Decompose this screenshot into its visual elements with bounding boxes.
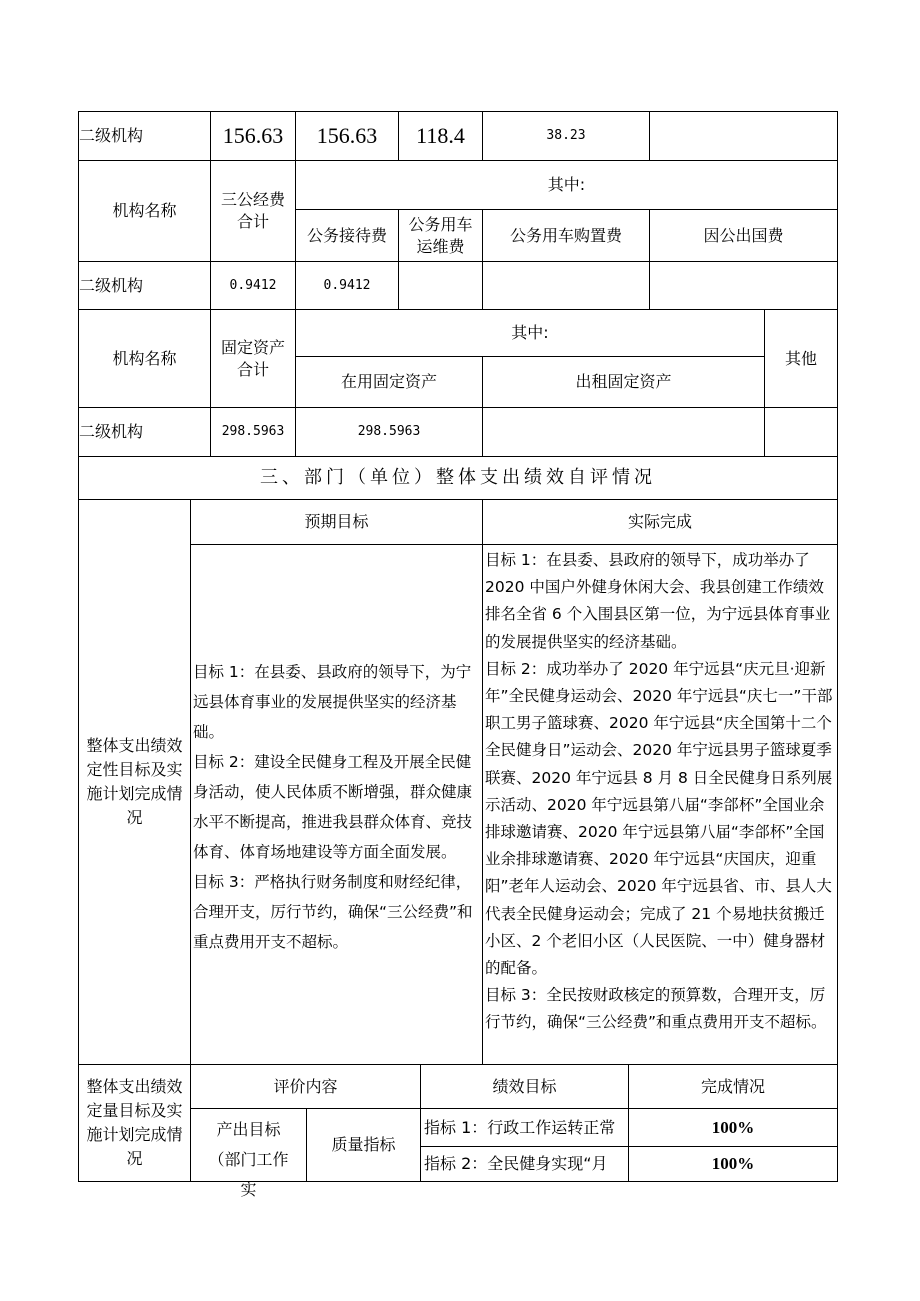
table1-cell: 156.63 (222, 123, 284, 148)
table2-cell: 0.9412 (229, 277, 277, 293)
done-header: 完成情况 (700, 1076, 765, 1096)
table2-subcol: 公务接待费 (306, 225, 387, 245)
eval-header: 评价内容 (273, 1076, 338, 1096)
table2-cell: 0.9412 (323, 277, 371, 293)
table3-cell: 298.5963 (221, 424, 285, 439)
table3-cell (483, 408, 764, 456)
table2-qizhong: 其中: (547, 175, 586, 194)
indicator-name: 指标 1：行政工作运转正常 (424, 1117, 616, 1137)
table3-subcol: 出租固定资产 (575, 372, 672, 391)
actual-header: 实际完成 (627, 512, 692, 531)
output-target-label: 产出目标（部门工作实 (208, 1120, 289, 1199)
table2-cell (650, 262, 837, 309)
indicator-name: 指标 2：全民健身实现“月 (424, 1154, 608, 1173)
table2-subcol: 公务用车购置费 (509, 225, 622, 245)
table2-cell (483, 262, 649, 309)
table3-col-total: 固定资产合计 (220, 337, 285, 379)
table3-col-name: 机构名称 (112, 348, 177, 368)
table1-cell: 156.63 (316, 123, 378, 148)
table1-cell (650, 112, 837, 160)
table3-row-label: 二级机构 (79, 422, 144, 441)
section-title: 三、部门（单位）整体支出绩效自评情况 (260, 467, 656, 488)
quality-indicator-label: 质量指标 (331, 1135, 396, 1154)
table3-cell: 298.5963 (357, 424, 421, 439)
target-header: 绩效目标 (492, 1076, 557, 1096)
expected-header: 预期目标 (304, 512, 369, 531)
actual-text: 目标 1：在县委、县政府的领导下，成功举办了 2020 中国户外健身休闲大会、我县创建工作绩效排名全省 6 个入围县区第一位，为宁远县体育事业的发展提供坚实的经济基础。 目标 2：成功举办了 2020 年宁远县“庆元旦·迎新年”全民健身运动会、2020 年宁远县“庆七一”干部职工男子篮球赛、2020 年宁远县“庆全国第十二个全民健身日”运动会、2020 年宁远县男子篮球夏季联赛、2020 年宁远县 8 月 8 日全民健身日系列展示活动、2020 年宁远县第八届“李郃杯”全国业余排球邀请赛、2020 年宁远县第八届“李郃杯”全国业余排球邀请赛、2020 年宁远县“庆国庆，迎重阳”老年人运动会、2020 年宁远县省、市、县人大代表全民健身运动会；完成了 21 个易地扶贫搬迁小区、2 个老旧小区（人民医院、一中）健身器材的配备。 目标 3：全民按财政核定的预算数，合理开支，厉行节约，确保“三公经费”和重点费用开支不超标。 (485, 551, 833, 1032)
table2-subcol: 因公出国费 (703, 225, 784, 245)
indicator-value: 100% (711, 1117, 755, 1137)
table3-cell (765, 408, 837, 456)
table2-cell (399, 262, 482, 309)
table1-row-label: 二级机构 (79, 126, 144, 145)
qualitative-label: 整体支出绩效定性目标及实施计划完成情况 (86, 736, 183, 827)
table3-subcol: 在用固定资产 (340, 372, 437, 391)
table1-cell: 38.23 (546, 128, 586, 143)
table2-row-label: 二级机构 (79, 275, 144, 295)
table3-col-other: 其他 (784, 348, 817, 368)
table1-cell: 118.4 (416, 123, 465, 148)
table3-qizhong: 其中: (511, 323, 549, 342)
table2-col-total: 三公经费合计 (220, 190, 285, 231)
indicator-value: 100% (711, 1154, 755, 1173)
table2-subcol: 公务用车运维费 (408, 214, 473, 256)
quantitative-label: 整体支出绩效定量目标及实施计划完成情况 (86, 1077, 183, 1168)
table2-col-name: 机构名称 (112, 201, 177, 220)
expected-text: 目标 1：在县委、县政府的领导下，为宁远县体育事业的发展提供坚实的经济基础。 目标 2：建设全民健身工程及开展全民健身活动，使人民体质不断增强，群众健康水平不断提高，推进我县群众体育、竞技体育、体育场地建设等方面全面发展。 目标 3：严格执行财务制度和财经纪律，合理开支，厉行节约，确保“三公经费”和重点费用开支不超标。 (193, 663, 473, 951)
